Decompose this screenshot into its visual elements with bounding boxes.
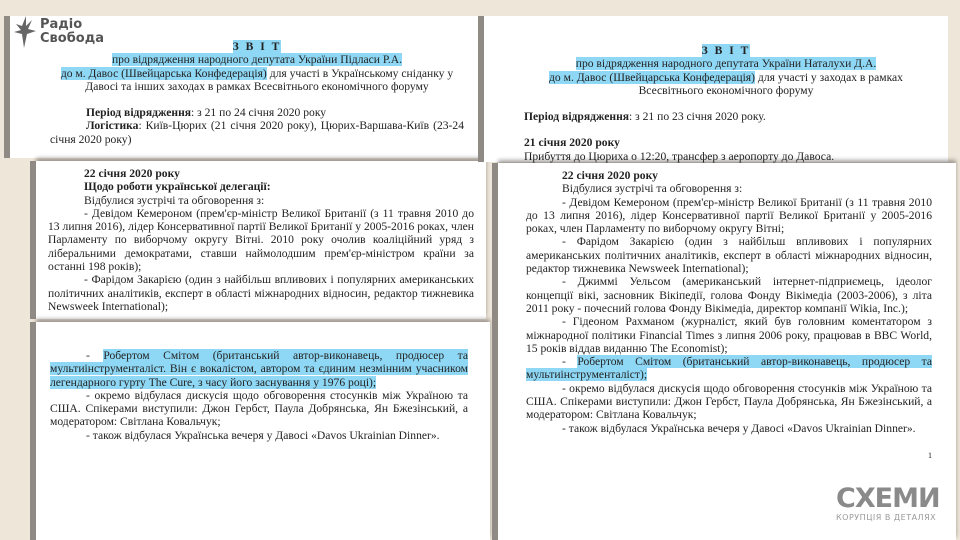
paragraph: - Девідом Кемероном (прем'єр-міністр Великої Британії (з 11 травня 2010 до 13 липня 2016), лідер Консервативної партії Великої Британії у 2005-2016 роках, член Парламенту по виборчому округу Вітні; <box>526 195 932 236</box>
dash: - <box>86 349 104 362</box>
report-subtitle: до м. Давос (Швейцарська Конфедерація) <box>549 70 756 84</box>
paragraph: - Фарідом Закарією (один з найбільш впливових і популярних американських політичних аналітиків, експерт в області міжнародних відносин, редактор тижневика Newsweek International); <box>48 273 474 313</box>
logo-tagline: КОРУПЦІЯ В ДЕТАЛЯХ <box>836 513 937 522</box>
radio-svoboda-logo <box>12 14 104 50</box>
paragraph: - Джиммі Уельсом (американський інтернет-підприємець, ідеолог концепції вікі, засновник Вікіпедії, голова Фонду Вікімедіа (2003-2006), з літа 2011 року - почесний голова Фонду Вікімедіа, директор компанії Wikia, Inc.); <box>526 275 932 315</box>
paragraph: - окремо відбулася дискусія щодо обговорення стосунків між Україною та США. Спікерами виступили: Джон Гербст, Паула Добрянська, Ян Бжезінський, а модератором: Світлана Ковальчук; <box>526 381 932 422</box>
right-report-header <box>484 16 948 162</box>
highlighted-paragraph: Робертом Смітом (британський автор-виконавець, продюсер та мультиінструменталіст. Він є вокалістом, автором та єдиним незмінним учасником легендарного гурту The Cure, з часу його заснування у 1976 році); <box>50 349 468 389</box>
report-subtitle: для участі у заходах в рамках <box>755 70 903 84</box>
period-label: Період відрядження <box>524 110 630 124</box>
dash: - <box>562 355 578 369</box>
paragraph: - також відбулася Українська вечеря у Давосі «Davos Ukrainian Dinner». <box>562 421 916 435</box>
highlighted-paragraph: Робертом Смітом (британський автор-виконавець, продюсер та мультиінструменталіст); <box>526 355 932 382</box>
period-label: Період відрядження <box>86 106 192 120</box>
page-number: 1 <box>928 450 932 460</box>
date-heading: 22 січня 2020 року <box>562 169 658 182</box>
date-heading: 22 січня 2020 року <box>84 167 180 180</box>
left-report-body <box>36 161 486 319</box>
report-title: З В І Т <box>701 44 751 57</box>
logo-text: СХЕМИ <box>836 483 940 514</box>
section-heading: Щодо роботи української делегації: <box>84 180 271 194</box>
skhemy-logo <box>836 485 940 522</box>
paragraph: - також відбулася Українська вечеря у Давосі «Davos Ukrainian Dinner». <box>86 428 440 442</box>
report-title: З В І Т <box>232 40 282 53</box>
logistics-value: : Київ-Цюрих (21 січня 2020 року), Цюрих-Варшава-Київ (23-24 січня 2020 року) <box>50 119 464 146</box>
report-subtitle: Давосі та інших заходах в рамках Всесвітнього економічного форуму <box>85 79 429 93</box>
logistics-label: Логістика <box>86 119 139 133</box>
report-subtitle: про відрядження народного депутата України Підласи Р.А. <box>111 53 403 67</box>
report-subtitle: про відрядження народного депутата України Наталухи Д.А. <box>575 57 877 71</box>
report-subtitle: для участі в Українському сніданку у <box>266 66 454 80</box>
paragraph: Прибуття до Цюриха о 12:20, трансфер з аеропорту до Давоса. <box>524 149 835 163</box>
date-heading: 21 січня 2020 року <box>524 136 620 150</box>
left-report-continuation <box>36 322 490 540</box>
logo-text: Свобода <box>40 31 104 46</box>
period-value: : з 21 по 23 січня 2020 року. <box>629 110 766 124</box>
period-value: : з 21 по 24 січня 2020 року <box>191 106 327 120</box>
paragraph: - Фарідом Закарією (один з найбільш впливових і популярних американських політичних аналітиків, експерт в області міжнародних відносин, редактор тижневика Newsweek International); <box>526 235 932 276</box>
paragraph: Відбулися зустрічі та обговорення з: <box>84 193 265 207</box>
report-subtitle: до м. Давос (Швейцарська Конфедерація) <box>60 66 267 80</box>
paragraph: - Гідеоном Рахманом (журналіст, який був головним коментатором з міжнародної політики Financial Times з липня 2006 року, працював в BBC World, 15 років віддав виданню The Economist); <box>526 315 932 355</box>
paragraph: - Девідом Кемероном (прем'єр-міністр Великої Британії (з 11 травня 2010 до 13 липня 2016), лідер Консервативної партії Великої Британії у 2005-2016 роках, член Парламенту по виборчому округу Вітні. 2010 року очолив коаліційний уряд з ліберальними демократами, ставши наймолодшим прем'єр-міністром країни за останні 198 років); <box>48 206 474 274</box>
torch-icon <box>12 14 38 50</box>
report-subtitle: Всесвітнього економічного форуму <box>638 83 814 97</box>
logo-text: Радіо <box>40 17 83 32</box>
paragraph: Відбулися зустрічі та обговорення з: <box>562 182 743 196</box>
paragraph: - окремо відбулася дискусія щодо обговорення стосунків між Україною та США. Спікерами виступили: Джон Гербст, Паула Добрянська, Ян Бжезінський, а модератором: Світлана Ковальчук; <box>50 388 468 429</box>
